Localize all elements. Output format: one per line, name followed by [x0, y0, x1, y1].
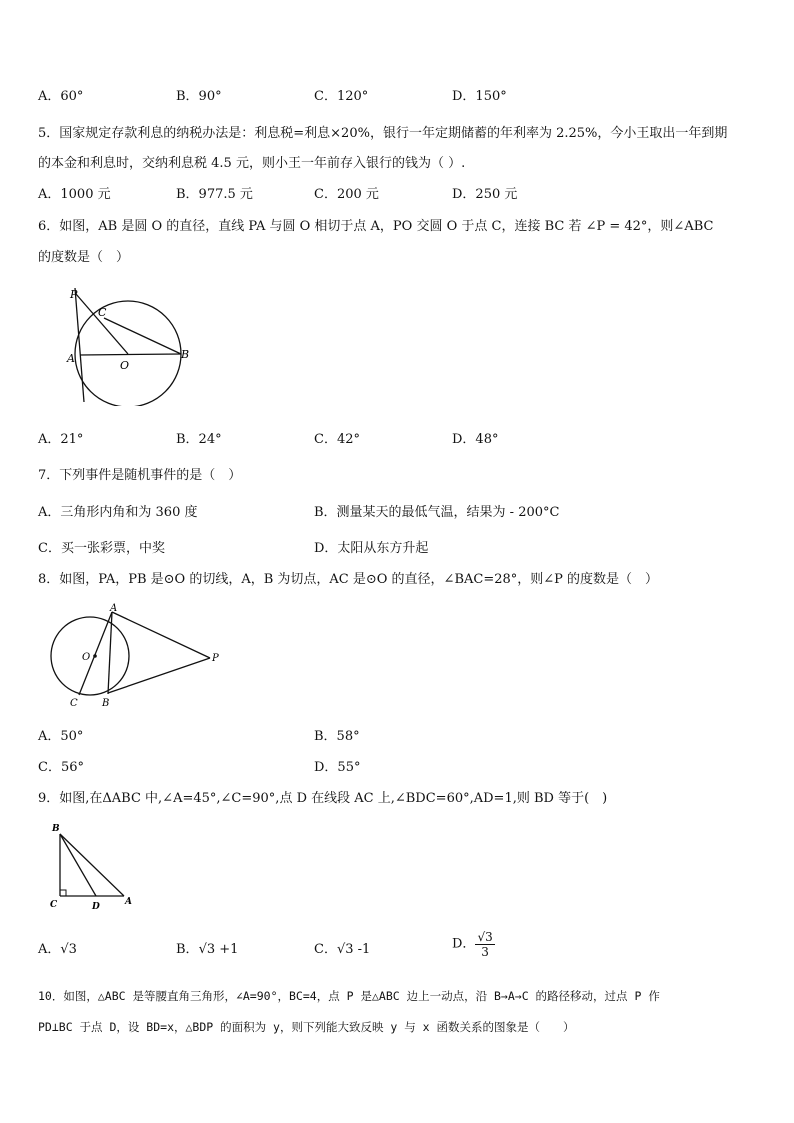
q8-label-p: P: [212, 653, 219, 664]
q9-stem-line1: 9．如图,在ΔABC 中,∠A=45°,∠C=90°,点 D 在线段 AC 上,∠BDC=60°,AD=1,则 BD 等于( ): [38, 791, 608, 806]
q10-stem-line2: PD⊥BC 于点 D，设 BD=x，△BDP 的面积为 y，则下列能大致反映 y 与 x 函数关系的图象是（ ）: [38, 1020, 575, 1034]
q9-option-c-prefix: C．: [314, 942, 337, 957]
q5-option-a[interactable]: A．1000 元: [38, 187, 111, 202]
q6-diameter-ab: [80, 354, 181, 355]
q9-option-d-numerator: √3: [477, 930, 493, 944]
q9-option-a-prefix: A．: [38, 942, 61, 957]
q9-option-a-value: √3: [60, 942, 77, 957]
q7-option-c[interactable]: C．买一张彩票，中奖: [38, 541, 165, 556]
q8-option-d[interactable]: D．55°: [314, 760, 361, 775]
q8-option-c[interactable]: C．56°: [38, 760, 84, 775]
q9-option-a[interactable]: [38, 940, 77, 960]
q9-option-d-fraction: [475, 930, 494, 959]
q9-option-c-value: √3 -1: [336, 942, 371, 957]
q8-tangent-pa: [112, 612, 210, 658]
q9-option-c[interactable]: [314, 940, 370, 960]
q6-option-d[interactable]: D．48°: [452, 432, 499, 447]
q4-option-d[interactable]: D．150°: [452, 89, 507, 104]
q5-stem-line2: 的本金和利息时，交纳利息税 4.5 元，则小王一年前存入银行的钱为（ ）.: [38, 156, 466, 171]
q6-line-bc: [104, 318, 181, 354]
q9-triangle-figure: [44, 820, 144, 912]
q7-option-d[interactable]: D．太阳从东方升起: [314, 541, 429, 556]
q5-option-b[interactable]: B．977.5 元: [176, 187, 253, 202]
q9-option-b[interactable]: [176, 940, 238, 960]
q6-option-b[interactable]: B．24°: [176, 432, 222, 447]
q6-stem-line2: 的度数是（ ）: [38, 250, 130, 265]
q9-option-d-prefix: D．: [452, 936, 476, 952]
q6-label-c: C: [98, 306, 107, 319]
q4-option-a[interactable]: A．60°: [38, 89, 84, 104]
q9-segment-bd: [60, 834, 96, 896]
q8-circle-figure: [44, 600, 224, 712]
q8-option-a[interactable]: A．50°: [38, 729, 84, 744]
q5-option-c[interactable]: C．200 元: [314, 187, 379, 202]
q6-label-p: P: [70, 288, 78, 301]
q6-label-a: A: [67, 352, 75, 365]
q6-option-a[interactable]: A．21°: [38, 432, 84, 447]
q7-stem-line1: 7．下列事件是随机事件的是（ ）: [38, 468, 242, 483]
q8-option-b[interactable]: B．58°: [314, 729, 360, 744]
q8-center-dot: [93, 654, 97, 658]
q4-option-b[interactable]: B．90°: [176, 89, 222, 104]
q5-stem-line1: 5．国家规定存款利息的纳税办法是：利息税=利息×20%，银行一年定期储蓄的年利率为 2.25%，今小王取出一年到期: [38, 126, 728, 141]
q4-option-c[interactable]: C．120°: [314, 89, 369, 104]
q6-circle-figure: [60, 282, 200, 406]
q6-option-c[interactable]: C．42°: [314, 432, 360, 447]
q6-label-o: O: [120, 359, 130, 372]
q8-label-c: C: [70, 698, 78, 709]
q9-label-d: D: [92, 902, 100, 912]
q9-label-b: B: [52, 824, 60, 834]
q7-option-b[interactable]: B．测量某天的最低气温，结果为 - 200°C: [314, 505, 560, 520]
q8-label-b: B: [102, 698, 110, 709]
q7-option-a[interactable]: A．三角形内角和为 360 度: [38, 505, 198, 520]
q8-label-a: A: [110, 603, 118, 614]
q8-label-o: O: [82, 652, 91, 663]
q9-option-d[interactable]: [452, 930, 495, 959]
q9-option-d-denominator: 3: [481, 945, 489, 959]
q9-label-c: C: [50, 900, 58, 910]
q9-side-ab: [60, 834, 124, 896]
q8-chord-ab: [108, 612, 112, 694]
q5-option-d[interactable]: D．250 元: [452, 187, 518, 202]
q6-stem-line1: 6．如图，AB 是圆 O 的直径，直线 PA 与圆 O 相切于点 A，PO 交圆 O 于点 C，连接 BC 若 ∠P = 42°，则∠ABC: [38, 219, 714, 234]
q10-stem-line1: 10．如图，△ABC 是等腰直角三角形，∠A=90°，BC=4，点 P 是△ABC 边上一动点，沿 B→A→C 的路径移动，过点 P 作: [38, 989, 660, 1003]
q9-right-angle-mark: [60, 890, 66, 896]
q9-label-a: A: [125, 897, 132, 907]
q6-label-b: B: [181, 348, 190, 361]
q9-option-b-prefix: B．: [176, 942, 199, 957]
q8-stem-line1: 8．如图，PA，PB 是⊙O 的切线，A，B 为切点，AC 是⊙O 的直径，∠BAC=28°，则∠P 的度数是（ ）: [38, 572, 659, 587]
q9-option-b-value: √3 +1: [198, 942, 239, 957]
